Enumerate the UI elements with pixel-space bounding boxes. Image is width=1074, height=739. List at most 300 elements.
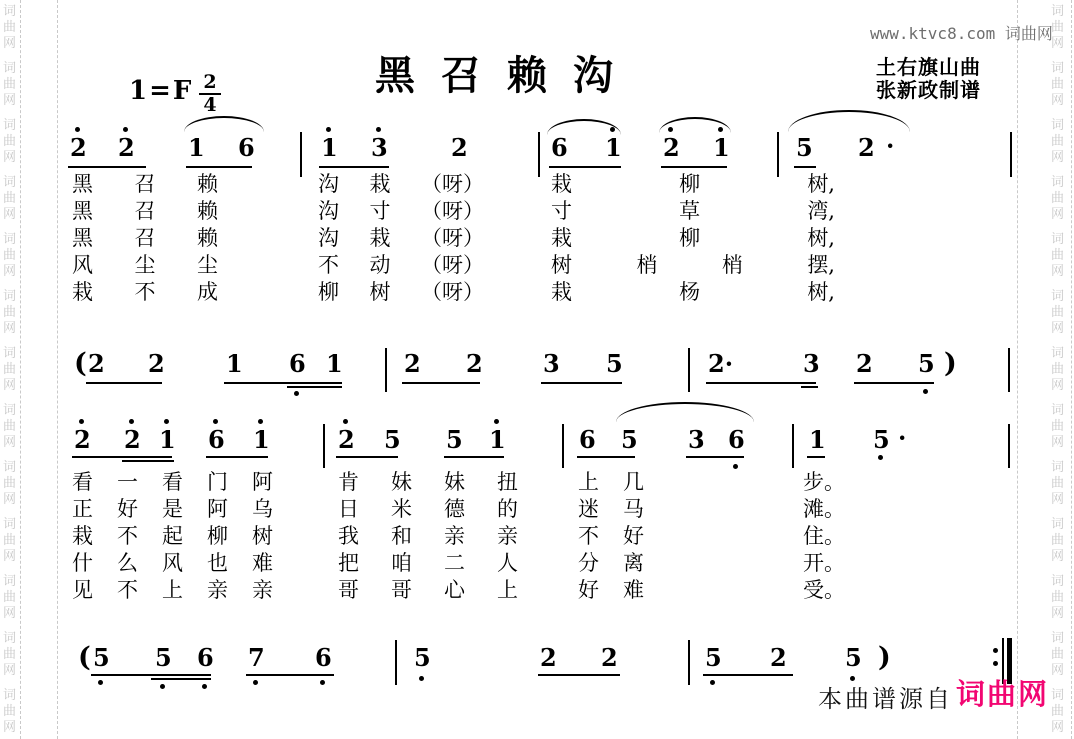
lyric-syllable: 迷 bbox=[578, 497, 599, 521]
octave-dot bbox=[164, 419, 169, 424]
lyric-syllable: 成 bbox=[197, 280, 218, 304]
side-watermark-text: 词曲网 bbox=[1050, 232, 1064, 279]
beam-underline bbox=[224, 382, 342, 384]
lyric-cell bbox=[72, 226, 218, 250]
beam-underline bbox=[703, 674, 793, 676]
note: 6 bbox=[315, 643, 332, 672]
note: 1 bbox=[489, 425, 506, 454]
note: 6 bbox=[579, 425, 596, 454]
lyric-cell bbox=[578, 470, 644, 494]
lyric-syllable: 亲 bbox=[497, 524, 518, 548]
lyric-syllable: 尘 bbox=[134, 253, 156, 277]
lyric-syllable: 二 bbox=[444, 551, 465, 575]
paren-close: ) bbox=[944, 348, 957, 379]
note: 3 bbox=[803, 349, 820, 378]
beam-underline bbox=[706, 382, 816, 384]
lyric-syllable: 上 bbox=[578, 470, 599, 494]
lyric-syllable: 和 bbox=[391, 524, 412, 548]
lyric-syllable: 哥 bbox=[338, 578, 359, 602]
beam-underline bbox=[541, 382, 622, 384]
barline bbox=[538, 132, 540, 177]
note: 7 bbox=[248, 643, 265, 672]
lyric-syllable: 不 bbox=[117, 578, 138, 602]
note: 5 bbox=[796, 133, 813, 162]
lyric-syllable: 栽 bbox=[551, 226, 572, 250]
lyric-syllable: 召 bbox=[134, 199, 156, 223]
side-watermark-text: 词曲网 bbox=[2, 118, 16, 165]
lyric-syllable: 离 bbox=[623, 551, 644, 575]
repeat-dot bbox=[993, 661, 998, 666]
lyric-cell bbox=[551, 172, 835, 196]
lyric-syllable: 召 bbox=[134, 172, 156, 196]
octave-dot bbox=[326, 127, 331, 132]
lyric-syllable: 梢 bbox=[721, 253, 743, 277]
beam-underline bbox=[72, 456, 172, 458]
lyric-syllable: 人 bbox=[497, 551, 518, 575]
lyric-syllable: 起 bbox=[162, 524, 183, 548]
beam-underline bbox=[794, 166, 816, 168]
lyric-syllable: 难 bbox=[623, 578, 644, 602]
side-watermark-text: 词曲网 bbox=[1050, 460, 1064, 507]
lyric-cell bbox=[578, 551, 644, 575]
barline bbox=[1008, 348, 1010, 392]
lyric-syllable: 上 bbox=[162, 578, 183, 602]
beam-underline-16th bbox=[151, 678, 211, 680]
lyric-syllable: 乌 bbox=[252, 497, 273, 521]
note: 5 bbox=[621, 425, 638, 454]
lyric-syllable: 树 bbox=[252, 524, 273, 548]
side-watermark-text: 词曲网 bbox=[1050, 4, 1064, 51]
lyric-cell bbox=[72, 280, 218, 304]
octave-dot bbox=[129, 419, 134, 424]
note: 2 bbox=[540, 643, 557, 672]
note: 3 bbox=[371, 133, 388, 162]
side-watermark-text: 词曲网 bbox=[2, 403, 16, 450]
side-watermark-text: 词曲网 bbox=[1050, 118, 1064, 165]
lyric-syllable: 沟 bbox=[318, 199, 339, 223]
key-signature: 1=F bbox=[129, 76, 194, 106]
lyric-syllable: 寸 bbox=[551, 199, 572, 223]
lyric-syllable: 步。 bbox=[803, 470, 845, 494]
lyric-cell bbox=[318, 172, 484, 196]
beam-underline bbox=[854, 382, 934, 384]
beam-underline bbox=[86, 382, 162, 384]
lyric-syllable: 也 bbox=[207, 551, 228, 575]
lyric-syllable: （呀） bbox=[421, 226, 484, 250]
side-watermark-text: 词曲网 bbox=[2, 517, 16, 564]
lyric-syllable: 柳 bbox=[207, 524, 228, 548]
barline bbox=[688, 348, 690, 392]
note: 2 bbox=[858, 133, 875, 162]
beam-underline bbox=[186, 166, 252, 168]
beam-underline bbox=[246, 674, 334, 676]
lyric-syllable: 什 bbox=[72, 551, 93, 575]
lyric-syllable: 不 bbox=[117, 524, 138, 548]
barline bbox=[562, 424, 564, 468]
augmentation-dot: · bbox=[886, 131, 895, 160]
lyric-syllable: 动 bbox=[369, 253, 391, 277]
left-dashed-border bbox=[20, 0, 21, 739]
lyric-syllable: 亲 bbox=[444, 524, 465, 548]
barline bbox=[688, 640, 690, 685]
note: 6 bbox=[208, 425, 225, 454]
note: 5 bbox=[414, 643, 431, 672]
lyric-syllable: 沟 bbox=[318, 226, 339, 250]
lyric-cell bbox=[72, 470, 273, 494]
time-signature bbox=[197, 72, 223, 116]
low-octave-dot bbox=[253, 680, 258, 685]
note: 2 bbox=[70, 133, 87, 162]
lyric-cell bbox=[803, 497, 845, 521]
lyric-syllable: 心 bbox=[444, 578, 465, 602]
lyric-syllable: 么 bbox=[117, 551, 138, 575]
side-watermark-text: 词曲网 bbox=[2, 4, 16, 51]
lyric-syllable: 树, bbox=[807, 172, 835, 196]
lyric-cell bbox=[551, 280, 835, 304]
note: 1 bbox=[809, 425, 826, 454]
side-watermark-text: 词曲网 bbox=[2, 574, 16, 621]
lyric-syllable: 栽 bbox=[551, 172, 572, 196]
source-label: 本曲谱源自 bbox=[818, 685, 953, 713]
lyric-syllable: 哥 bbox=[391, 578, 412, 602]
lyric-cell bbox=[338, 497, 518, 521]
lyric-cell bbox=[803, 470, 845, 494]
lyric-syllable: 柳 bbox=[679, 172, 701, 196]
barline bbox=[395, 640, 397, 685]
side-watermark-text: 词曲网 bbox=[1050, 631, 1064, 678]
beam-underline bbox=[319, 166, 389, 168]
lyric-syllable: 见 bbox=[72, 578, 93, 602]
low-octave-dot bbox=[878, 455, 883, 460]
barline bbox=[1010, 132, 1012, 177]
side-watermark-text: 词曲网 bbox=[2, 460, 16, 507]
lyric-syllable: 亲 bbox=[252, 578, 273, 602]
note: 2 bbox=[601, 643, 618, 672]
lyric-cell bbox=[72, 253, 218, 277]
lyric-syllable: 栽 bbox=[551, 280, 572, 304]
side-watermark-text: 词曲网 bbox=[1050, 688, 1064, 735]
lyric-syllable: 门 bbox=[207, 470, 228, 494]
note: 6 bbox=[551, 133, 568, 162]
note: 2 bbox=[338, 425, 355, 454]
lyric-syllable: 柳 bbox=[679, 226, 701, 250]
octave-dot bbox=[213, 419, 218, 424]
low-octave-dot bbox=[202, 684, 207, 689]
beam-underline bbox=[336, 456, 398, 458]
lyric-syllable: 滩。 bbox=[803, 497, 845, 521]
note: 6 bbox=[238, 133, 255, 162]
lyric-syllable: 风 bbox=[72, 253, 93, 277]
side-watermark-text: 词曲网 bbox=[2, 346, 16, 393]
side-watermark-text: 词曲网 bbox=[2, 631, 16, 678]
octave-dot bbox=[494, 419, 499, 424]
lyric-syllable: 德 bbox=[444, 497, 465, 521]
side-watermark-text: 词曲网 bbox=[1050, 289, 1064, 336]
slur bbox=[788, 110, 910, 132]
left-watermark-column bbox=[2, 4, 18, 736]
lyric-cell bbox=[338, 578, 518, 602]
note: 1 bbox=[188, 133, 205, 162]
lyric-syllable: （呀） bbox=[421, 253, 484, 277]
note: 5 bbox=[918, 349, 935, 378]
low-octave-dot bbox=[294, 391, 299, 396]
lyric-syllable: 寸 bbox=[369, 199, 391, 223]
lyric-syllable: 树, bbox=[807, 280, 835, 304]
beam-underline bbox=[444, 456, 504, 458]
low-octave-dot bbox=[733, 464, 738, 469]
note: 2 bbox=[88, 349, 105, 378]
low-octave-dot bbox=[710, 680, 715, 685]
octave-dot bbox=[123, 127, 128, 132]
side-watermark-text: 词曲网 bbox=[2, 61, 16, 108]
lyric-cell bbox=[803, 524, 845, 548]
lyric-syllable: 把 bbox=[338, 551, 359, 575]
lyric-cell bbox=[72, 172, 218, 196]
note: 5 bbox=[446, 425, 463, 454]
octave-dot bbox=[376, 127, 381, 132]
lyric-syllable: 一 bbox=[117, 470, 138, 494]
note: 3 bbox=[688, 425, 705, 454]
beam-underline bbox=[577, 456, 635, 458]
lyric-syllable: 是 bbox=[162, 497, 183, 521]
low-octave-dot bbox=[320, 680, 325, 685]
lyric-syllable: 湾, bbox=[807, 199, 835, 223]
lyric-syllable: 的 bbox=[497, 497, 518, 521]
beam-underline bbox=[402, 382, 480, 384]
lyric-cell bbox=[318, 226, 484, 250]
octave-dot bbox=[79, 419, 84, 424]
note: 2 bbox=[466, 349, 483, 378]
lyric-syllable: 柳 bbox=[318, 280, 339, 304]
note: 2 bbox=[74, 425, 91, 454]
beam-underline bbox=[91, 674, 211, 676]
lyric-cell bbox=[551, 226, 835, 250]
lyric-syllable: 不 bbox=[318, 253, 339, 277]
slur bbox=[184, 116, 264, 132]
lyric-syllable: 风 bbox=[162, 551, 183, 575]
side-watermark-text: 词曲网 bbox=[2, 175, 16, 222]
lyric-syllable: 摆, bbox=[807, 253, 835, 277]
note: 2 bbox=[663, 133, 680, 162]
barline bbox=[792, 424, 794, 468]
lyric-cell bbox=[318, 199, 484, 223]
octave-dot bbox=[258, 419, 263, 424]
beam-underline bbox=[68, 166, 146, 168]
note: 1 bbox=[605, 133, 622, 162]
lyric-cell bbox=[338, 470, 518, 494]
side-watermark-text: 词曲网 bbox=[2, 688, 16, 735]
beam-underline bbox=[807, 456, 825, 458]
lyric-cell bbox=[338, 524, 518, 548]
low-octave-dot bbox=[160, 684, 165, 689]
note: 6 bbox=[289, 349, 306, 378]
lyric-syllable: 不 bbox=[578, 524, 599, 548]
note: 2 bbox=[118, 133, 135, 162]
lyric-syllable: 扭 bbox=[497, 470, 518, 494]
note: 1 bbox=[226, 349, 243, 378]
lyric-syllable: 咱 bbox=[391, 551, 412, 575]
lyric-syllable: 看 bbox=[72, 470, 93, 494]
top-watermark: www.ktvc8.com 词曲网 bbox=[870, 24, 1053, 43]
lyric-syllable: 几 bbox=[623, 470, 644, 494]
low-octave-dot bbox=[98, 680, 103, 685]
paren-open: ( bbox=[78, 642, 91, 673]
song-title: 黑召赖沟 bbox=[375, 52, 639, 99]
lyric-syllable: 开。 bbox=[803, 551, 845, 575]
lyric-syllable: 好 bbox=[578, 578, 599, 602]
beam-underline-16th bbox=[122, 460, 174, 462]
side-watermark-text: 词曲网 bbox=[2, 232, 16, 279]
lyric-syllable: 肯 bbox=[338, 470, 359, 494]
note: 2 bbox=[856, 349, 873, 378]
lyric-syllable: 不 bbox=[134, 280, 156, 304]
augmentation-dot: · bbox=[898, 423, 907, 452]
lyric-syllable: 梢 bbox=[636, 253, 658, 277]
time-numerator: 2 bbox=[199, 72, 220, 95]
right-watermark-column bbox=[1050, 4, 1066, 736]
beam-underline bbox=[686, 456, 744, 458]
lyric-syllable: 杨 bbox=[679, 280, 701, 304]
lyric-syllable: 阿 bbox=[252, 470, 273, 494]
slur bbox=[659, 117, 731, 133]
barline bbox=[323, 424, 325, 468]
repeat-dot bbox=[993, 648, 998, 653]
lyric-cell bbox=[72, 199, 218, 223]
note: 6 bbox=[197, 643, 214, 672]
beam-underline bbox=[206, 456, 268, 458]
side-watermark-text: 词曲网 bbox=[2, 289, 16, 336]
side-watermark-text: 词曲网 bbox=[1050, 346, 1064, 393]
beam-underline bbox=[661, 166, 727, 168]
lyric-cell bbox=[72, 524, 273, 548]
low-octave-dot bbox=[419, 676, 424, 681]
right-dashed-border bbox=[1071, 0, 1072, 739]
low-octave-dot bbox=[923, 389, 928, 394]
lyric-syllable: 栽 bbox=[72, 280, 93, 304]
lyric-syllable: 看 bbox=[162, 470, 183, 494]
lyric-syllable: 黑 bbox=[72, 226, 93, 250]
barline bbox=[385, 348, 387, 392]
octave-dot bbox=[75, 127, 80, 132]
lyric-syllable: 树 bbox=[369, 280, 391, 304]
lyric-syllable: 正 bbox=[72, 497, 93, 521]
lyric-cell bbox=[578, 524, 644, 548]
lyric-cell bbox=[551, 199, 835, 223]
lyric-syllable: 尘 bbox=[197, 253, 218, 277]
note: 1 bbox=[253, 425, 270, 454]
lyric-cell bbox=[551, 253, 835, 277]
note: 5 bbox=[606, 349, 623, 378]
lyric-syllable: 沟 bbox=[318, 172, 339, 196]
barline bbox=[1008, 424, 1010, 468]
lyric-syllable: 好 bbox=[623, 524, 644, 548]
barline bbox=[777, 132, 779, 177]
lyric-syllable: 召 bbox=[134, 226, 156, 250]
barline bbox=[300, 132, 302, 177]
paren-open: ( bbox=[74, 348, 87, 379]
lyric-syllable: 好 bbox=[117, 497, 138, 521]
note: 2· bbox=[708, 349, 734, 378]
lyric-syllable: 树 bbox=[551, 253, 572, 277]
lyric-syllable: （呀） bbox=[421, 280, 484, 304]
lyric-cell bbox=[803, 551, 845, 575]
credit-origin: 土右旗山曲 bbox=[876, 55, 981, 79]
lyric-syllable: 赖 bbox=[197, 172, 218, 196]
note: 5 bbox=[384, 425, 401, 454]
lyric-syllable: 亲 bbox=[207, 578, 228, 602]
lyric-syllable: 我 bbox=[338, 524, 359, 548]
slur bbox=[616, 402, 754, 422]
lyric-syllable: 妹 bbox=[444, 470, 465, 494]
lyric-syllable: 分 bbox=[578, 551, 599, 575]
note: 2 bbox=[124, 425, 141, 454]
lyric-syllable: 树, bbox=[807, 226, 835, 250]
lyric-cell bbox=[318, 280, 484, 304]
lyric-syllable: 难 bbox=[252, 551, 273, 575]
note: 2 bbox=[404, 349, 421, 378]
lyric-syllable: 住。 bbox=[803, 524, 845, 548]
side-watermark-text: 词曲网 bbox=[1050, 175, 1064, 222]
lyric-syllable: 栽 bbox=[369, 172, 391, 196]
right-inner-dashed-border bbox=[1017, 0, 1018, 739]
lyric-syllable: 黑 bbox=[72, 172, 93, 196]
lyric-syllable: （呀） bbox=[421, 199, 484, 223]
left-inner-dashed-border bbox=[57, 0, 58, 739]
lyric-syllable: 日 bbox=[338, 497, 359, 521]
lyric-syllable: （呀） bbox=[421, 172, 484, 196]
beam-underline bbox=[538, 674, 620, 676]
note: 1 bbox=[713, 133, 730, 162]
note: 2 bbox=[451, 133, 468, 162]
lyric-syllable: 马 bbox=[623, 497, 644, 521]
lyric-syllable: 草 bbox=[679, 199, 701, 223]
lyric-syllable: 赖 bbox=[197, 199, 218, 223]
lyric-cell bbox=[803, 578, 845, 602]
lyric-cell bbox=[338, 551, 518, 575]
lyric-cell bbox=[72, 551, 273, 575]
note: 5 bbox=[155, 643, 172, 672]
side-watermark-text: 词曲网 bbox=[1050, 403, 1064, 450]
lyric-cell bbox=[72, 497, 273, 521]
lyric-cell bbox=[578, 578, 644, 602]
note: 1 bbox=[159, 425, 176, 454]
lyric-cell bbox=[578, 497, 644, 521]
note: 6 bbox=[728, 425, 745, 454]
paren-close: ) bbox=[878, 642, 891, 673]
lyric-syllable: 妹 bbox=[391, 470, 412, 494]
beam-underline bbox=[549, 166, 621, 168]
note: 3 bbox=[543, 349, 560, 378]
lyric-syllable: 黑 bbox=[72, 199, 93, 223]
side-watermark-text: 词曲网 bbox=[1050, 61, 1064, 108]
beam-underline-16th bbox=[801, 386, 818, 388]
note: 1 bbox=[321, 133, 338, 162]
lyric-syllable: 栽 bbox=[369, 226, 391, 250]
note: 5 bbox=[873, 425, 890, 454]
note: 1 bbox=[326, 349, 343, 378]
lyric-syllable: 阿 bbox=[207, 497, 228, 521]
source-site-link[interactable]: 词曲网 bbox=[956, 677, 1050, 711]
note: 5 bbox=[705, 643, 722, 672]
lyric-cell bbox=[72, 578, 273, 602]
lyric-syllable: 上 bbox=[497, 578, 518, 602]
credit-transcriber: 张新政制谱 bbox=[876, 78, 981, 102]
side-watermark-text: 词曲网 bbox=[1050, 517, 1064, 564]
slur bbox=[547, 119, 621, 135]
lyric-syllable: 米 bbox=[391, 497, 412, 521]
lyric-syllable: 受。 bbox=[803, 578, 845, 602]
lyric-syllable: 赖 bbox=[197, 226, 218, 250]
